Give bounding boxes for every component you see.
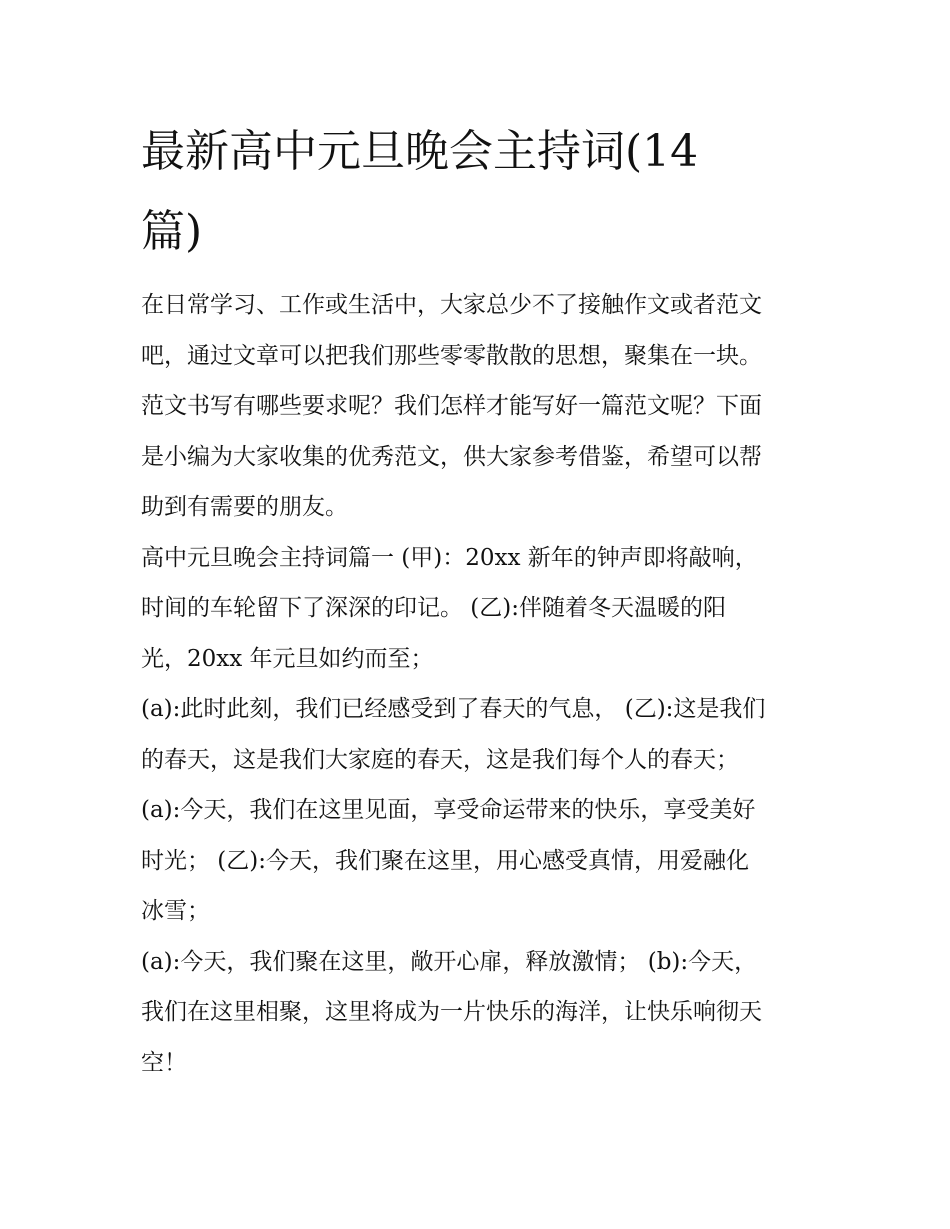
text-line: (a):此时此刻，我们已经感受到了春天的气息， (乙):这是我们 — [141, 696, 766, 722]
text-line: (a):今天，我们聚在这里，敞开心扉，释放激情； (b):今天， — [141, 948, 758, 975]
text-line: 我们在这里相聚，这里将成为一片快乐的海洋，让快乐响彻天 — [141, 999, 762, 1025]
text-line: 空！ — [141, 1049, 187, 1076]
paragraph-dialogue-2 — [141, 785, 821, 937]
text-line: 范文书写有哪些要求呢？我们怎样才能写好一篇范文呢？下面 — [141, 393, 762, 419]
document-body — [141, 280, 821, 1088]
document-title — [141, 112, 821, 272]
text-line: 时间的车轮留下了深深的印记。 (乙):伴随着冬天温暖的阳 — [141, 595, 727, 621]
text-line: 时光； (乙):今天，我们聚在这里，用心感受真情，用爱融化 — [141, 847, 750, 874]
text-line: 是小编为大家收集的优秀范文，供大家参考借鉴，希望可以帮 — [141, 443, 762, 470]
paragraph-dialogue-3 — [141, 937, 821, 1089]
paragraph-intro — [141, 280, 821, 533]
paragraph-section-one — [141, 533, 821, 685]
title-line-2: 篇) — [141, 206, 203, 257]
paragraph-dialogue-1 — [141, 684, 821, 785]
text-line: (a):今天，我们在这里见面，享受命运带来的快乐，享受美好 — [141, 797, 756, 823]
text-line: 助到有需要的朋友。 — [141, 494, 348, 520]
text-line: 的春天，这是我们大家庭的春天，这是我们每个人的春天； — [141, 746, 739, 773]
text-line: 冰雪； — [141, 898, 210, 924]
text-line: 光，20xx 年元旦如约而至； — [141, 645, 434, 672]
text-line: 吧，通过文章可以把我们那些零零散散的思想，聚集在一块。 — [141, 342, 762, 369]
document-content — [141, 112, 821, 1088]
title-line-1: 最新高中元旦晚会主持词(14 — [141, 126, 699, 177]
text-line: 在日常学习、工作或生活中，大家总少不了接触作文或者范文 — [141, 292, 762, 318]
text-line: 高中元旦晚会主持词篇一 (甲)：20xx 新年的钟声即将敲响， — [141, 544, 758, 571]
